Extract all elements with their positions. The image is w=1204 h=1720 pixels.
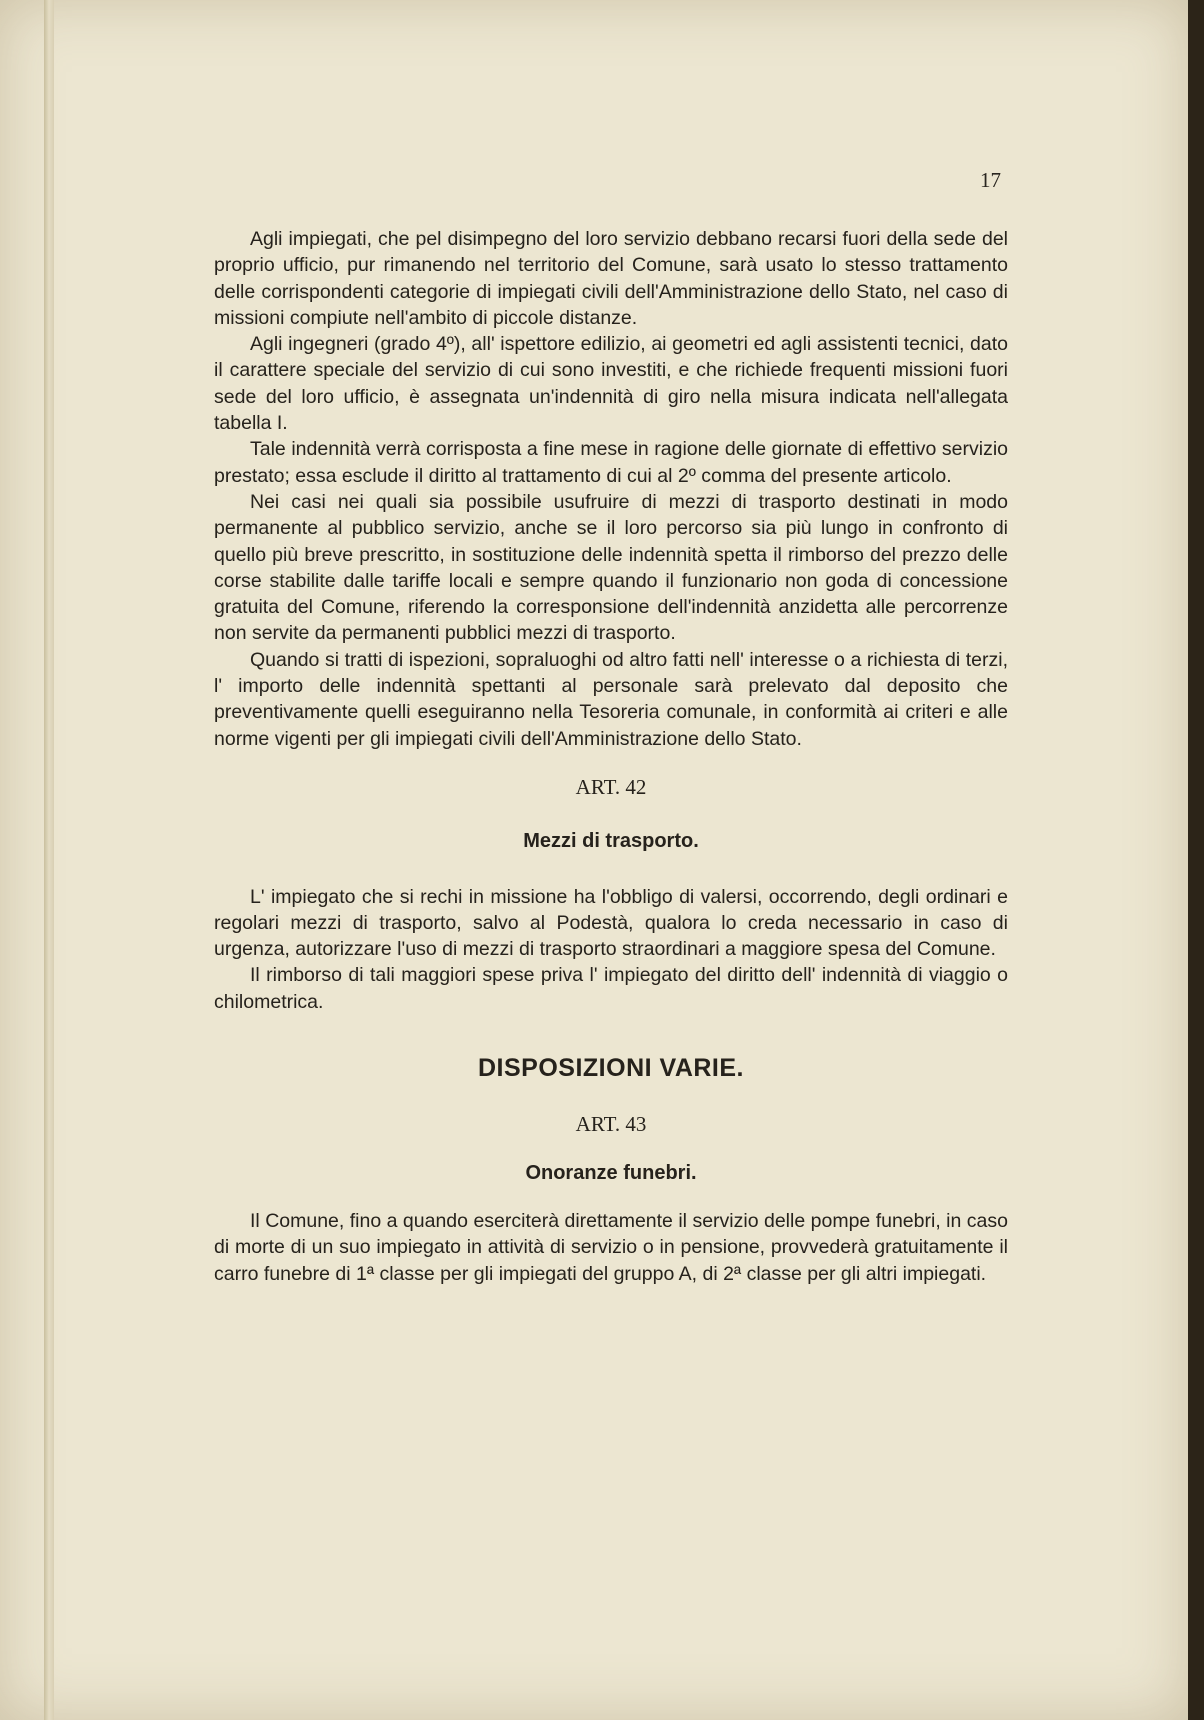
paragraph: Agli impiegati, che pel disimpegno del loro servizio debbano recarsi fuori della sede del proprio ufficio, pur rimanendo nel territorio del Comune, sarà usato lo stesso trattamento delle corrispondenti categorie di impiegati civili dell'Amministrazione dello Stato, nel caso di missioni compiute nell'ambito di piccole distanze. [214, 228, 1008, 329]
article-42-label: ART. 42 [575, 774, 647, 799]
paragraph: Agli ingegneri (grado 4º), all' ispettore edilizio, ai geometri ed agli assistenti tecnici, dato il carattere speciale del servizio di cui sono investiti, e che richiede frequenti missioni fuori sede del loro ufficio, è assegnata un'indennità di giro nella misura indicata nell'allegata tabella I. [214, 333, 1008, 435]
article-42-title: Mezzi di trasporto. [523, 830, 699, 853]
paragraph: Tale indennità verrà corrisposta a fine mese in ragione delle giornate di effettivo servizio prestato; essa esclude il diritto al trattamento di cui al 2º comma del presente articolo. [214, 438, 1008, 487]
page-number: 17 [980, 168, 1001, 192]
article-43-title: Onoranze funebri. [525, 1161, 697, 1184]
page-gutter [44, 0, 54, 1720]
article-43-label: ART. 43 [575, 1112, 647, 1137]
section-title: DISPOSIZIONI VARIE. [477, 1054, 745, 1083]
paragraph: Nei casi nei quali sia possibile usufruire di mezzi di trasporto destinati in modo permanente al pubblico servizio, anche se il loro percorso sia più lungo in confronto di quello più breve prescritto, in sostituzione delle indennità spetta il rimborso del prezzo delle corse stabilite dalle tariffe locali e sempre quando il funzionario non goda di concessione gratuita del Comune, riferendo la corresponsione dell'indennità anzidetta alle percorrenze non servite da permanenti pubblici mezzi di trasporto. [214, 490, 1008, 645]
binding-edge [1188, 0, 1204, 1720]
page-body [214, 226, 1008, 1287]
paragraph: Il Comune, fino a quando eserciterà direttamente il servizio delle pompe funebri, in caso di morte di un suo impiegato in attività di servizio o in pensione, provvederà gratuitamente il carro funebre di 1ª classe per gli impiegati del gruppo A, di 2ª classe per gli altri impiegati. [214, 1209, 1008, 1285]
paragraph: Quando si tratti di ispezioni, sopraluoghi od altro fatti nell' interesse o a richiesta di terzi, l' importo delle indennità spettanti al personale sarà prelevato dal deposito che preventivamente quelli eseguiranno nella Tesoreria comunale, in conformità ai criteri e alle norme vigenti per gli impiegati civili dell'Amministrazione dello Stato. [214, 648, 1008, 750]
paragraph: L' impiegato che si rechi in missione ha l'obbligo di valersi, occorrendo, degli ordinari e regolari mezzi di trasporto, salvo al Podestà, qualora lo creda necessario in caso di urgenza, autorizzare l'uso di mezzi di trasporto straordinari a maggiore spesa del Comune. [214, 885, 1008, 961]
paragraph: Il rimborso di tali maggiori spese priva l' impiegato del diritto dell' indennità di viaggio o chilometrica. [214, 964, 1008, 1013]
